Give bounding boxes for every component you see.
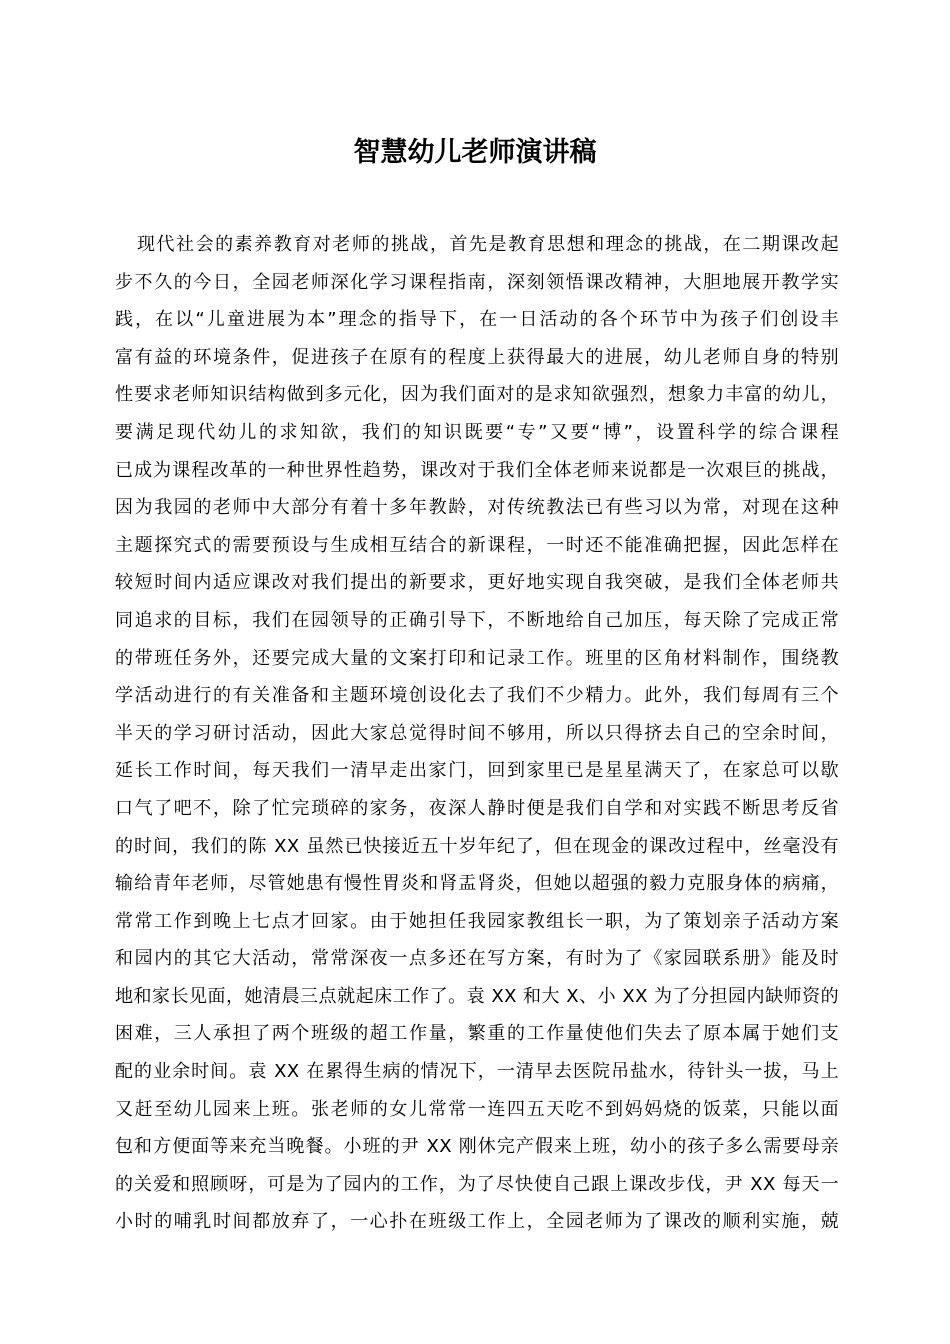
- text-line: 又赶至幼儿园来上班。张老师的女儿常常一连四五天吃不到妈妈烧的饭菜，只能以面: [115, 1098, 839, 1120]
- text-line: 主题探究式的需要预设与生成相互结合的新课程，一时还不能准确把握，因此怎样在: [115, 534, 839, 556]
- text-line: 的带班任务外，还要完成大量的文案打印和记录工作。班里的区角材料制作，围绕教: [115, 647, 839, 669]
- text-line: 较短时间内适应课改对我们提出的新要求，更好地实现自我突破，是我们全体老师共: [115, 572, 839, 594]
- text-line: 和园内的其它大活动，常常深夜一点多还在写方案，有时为了《家园联系册》能及时: [115, 948, 839, 970]
- speech-body: [115, 226, 839, 1241]
- text-line: 输给青年老师，尽管她患有慢性胃炎和肾盂肾炎，但她以超强的毅力克服身体的病痛，: [115, 873, 839, 895]
- text-line: 包和方便面等来充当晚餐。小班的尹 XX 刚休完产假来上班，幼小的孩子多么需要母亲: [115, 1136, 839, 1158]
- text-line: 小时的哺乳时间都放弃了，一心扑在班级工作上，全园老师为了课改的顺利实施，兢: [115, 1211, 839, 1233]
- text-line: 配的业余时间。袁 XX 在累得生病的情况下，一清早去医院吊盐水，待针头一拔，马上: [115, 1061, 839, 1083]
- text-line: 学活动进行的有关准备和主题环境创设化去了我们不少精力。此外，我们每周有三个: [115, 685, 839, 707]
- text-line: 因为我园的老师中大部分有着十多年教龄，对传统教法已有些习以为常，对现在这种: [115, 497, 839, 519]
- text-line: 延长工作时间，每天我们一清早走出家门，回到家里已是星星满天了，在家总可以歇: [115, 760, 839, 782]
- text-line: 践，在以“儿童进展为本”理念的指导下，在一日活动的各个环节中为孩子们创设丰: [115, 309, 839, 331]
- text-line: 要满足现代幼儿的求知欲，我们的知识既要“专”又要“博”，设置科学的综合课程: [115, 421, 839, 443]
- text-line: 的时间，我们的陈 XX 虽然已快接近五十岁年纪了，但在现金的课改过程中，丝毫没有: [115, 835, 839, 857]
- text-line: 地和家长见面，她清晨三点就起床工作了。袁 XX 和大 X、小 XX 为了分担园内缺师资的: [115, 985, 839, 1007]
- text-line: 口气了吧不，除了忙完琐碎的家务，夜深人静时便是我们自学和对实践不断思考反省: [115, 797, 839, 819]
- text-line: 的关爱和照顾呀，可是为了园内的工作，为了尽快使自己跟上课改步伐，尹 XX 每天一: [115, 1173, 839, 1195]
- text-line: 已成为课程改革的一种世界性趋势，课改对于我们全体老师来说都是一次艰巨的挑战，: [115, 459, 839, 481]
- text-line: 步不久的今日，全园老师深化学习课程指南，深刻领悟课改精神，大胆地展开教学实: [115, 271, 839, 293]
- text-line: 富有益的环境条件，促进孩子在原有的程度上获得最大的进展，幼儿老师自身的特别: [115, 346, 839, 368]
- text-line: 常常工作到晚上七点才回家。由于她担任我园家教组长一职，为了策划亲子活动方案: [115, 910, 839, 932]
- text-line: 同追求的目标，我们在园领导的正确引导下，不断地给自己加压，每天除了完成正常: [115, 609, 839, 631]
- text-line: 性要求老师知识结构做到多元化，因为我们面对的是求知欲强烈，想象力丰富的幼儿，: [115, 384, 839, 406]
- page-title: 智慧幼儿老师演讲稿: [353, 137, 597, 168]
- text-line: 现代社会的素养教育对老师的挑战，首先是教育思想和理念的挑战，在二期课改起: [137, 234, 839, 255]
- text-line: 半天的学习研讨活动，因此大家总觉得时间不够用，所以只得挤去自己的空余时间，: [115, 722, 839, 744]
- text-line: 困难，三人承担了两个班级的超工作量，繁重的工作量使他们失去了原本属于她们支: [115, 1023, 839, 1045]
